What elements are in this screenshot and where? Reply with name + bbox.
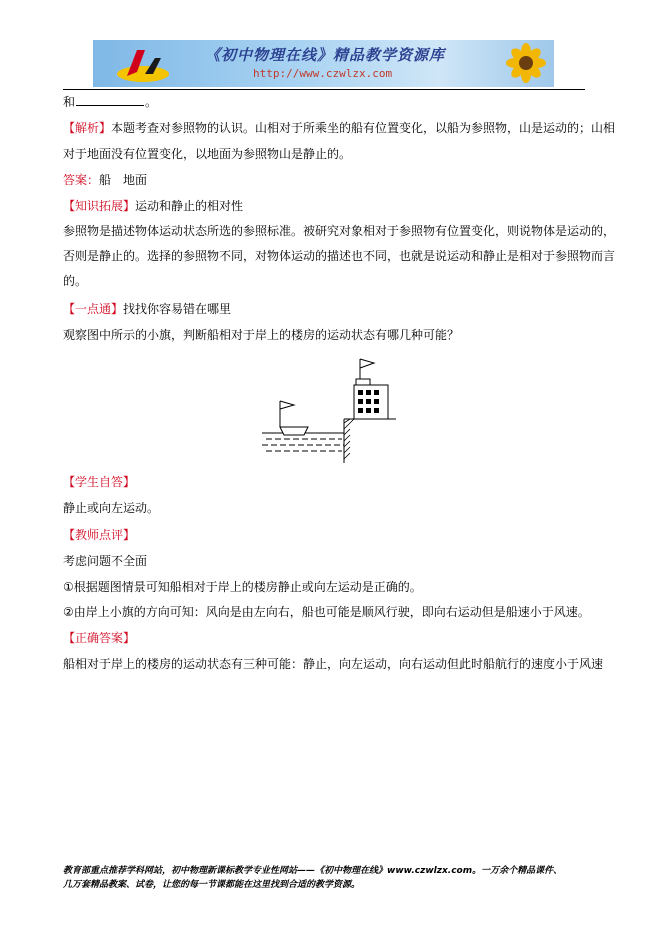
answer-line: 答案：船 地面	[63, 173, 148, 187]
site-logo	[115, 44, 171, 84]
header-banner	[93, 40, 554, 87]
banner-title: 《初中物理在线》精品教学资源库	[205, 46, 446, 64]
knowledge-tag: 【知识拓展】	[63, 199, 136, 213]
student-answer-heading	[63, 474, 603, 490]
sunflower-icon	[494, 40, 554, 87]
question-line: 观察图中所示的小旗，判断船相对于岸上的楼房的运动状态有哪几种可能？	[63, 328, 460, 342]
text-line: 否则是静止的。选择的参照物不同，对物体运动的描述也不同，也就是说运动和静止是相对于参照物而言	[63, 249, 616, 263]
tip-tag: 【一点通】	[63, 302, 124, 316]
text-line: 参照物是描述物体运动状态所选的参照标准。被研究对象相对于参照物有位置变化，则说物体是运动的，	[63, 224, 616, 238]
knowledge-line: 【知识拓展】运动和静止的相对性	[63, 199, 244, 213]
correct-answer-heading	[63, 630, 603, 646]
footer-line-2: 几万套精品教案、试卷，让您的每一节课都能在这里找到合适的教学资源。	[63, 880, 361, 890]
teacher-comment-heading	[63, 527, 603, 543]
banner-url[interactable]: http://www.czwlzx.com	[253, 67, 393, 80]
text-line: ②由岸上小旗的方向可知：风向是由左向右，船也可能是顺风行驶，即向右运动但是船速小于风速。	[63, 605, 590, 619]
tip-line: 【一点通】找找你容易错在哪里	[63, 302, 232, 316]
header-rule	[63, 89, 585, 90]
analysis-line: 【解析】本题考查对参照物的认识。山相对于所乘坐的船有位置变化，以船为参照物，山是运动的；山相	[63, 121, 616, 135]
answer-tag: 答案：	[63, 173, 100, 187]
boat-building-figure	[258, 353, 398, 465]
student-answer-tag: 【学生自答】	[63, 475, 136, 489]
fill-blank	[76, 94, 144, 106]
correct-answer-line: 船相对于岸上的楼房的运动状态有三种可能：静止，向左运动，向右运动但此时船航行的速度小于风速	[63, 657, 604, 671]
text-line: 静止或向左运动。	[63, 501, 160, 515]
text-line: ①根据题图情景可知船相对于岸上的楼房静止或向左运动是正确的。	[63, 580, 422, 594]
analysis-tag: 【解析】	[63, 121, 112, 135]
teacher-comment-tag: 【教师点评】	[63, 528, 136, 542]
text-line: 的。	[63, 274, 88, 288]
text-line: 和 。	[63, 95, 158, 109]
footer-line-1: 教育部重点推荐学科网站，初中物理新课标教学专业性网站——《初中物理在线》www.czwlzx.com。一万余个精品课件、	[63, 866, 563, 876]
text-line: 对于地面没有位置变化，以地面为参照物山是静止的。	[63, 147, 352, 161]
text-line: 考虑问题不全面	[63, 554, 148, 568]
correct-answer-tag: 【正确答案】	[63, 631, 136, 645]
